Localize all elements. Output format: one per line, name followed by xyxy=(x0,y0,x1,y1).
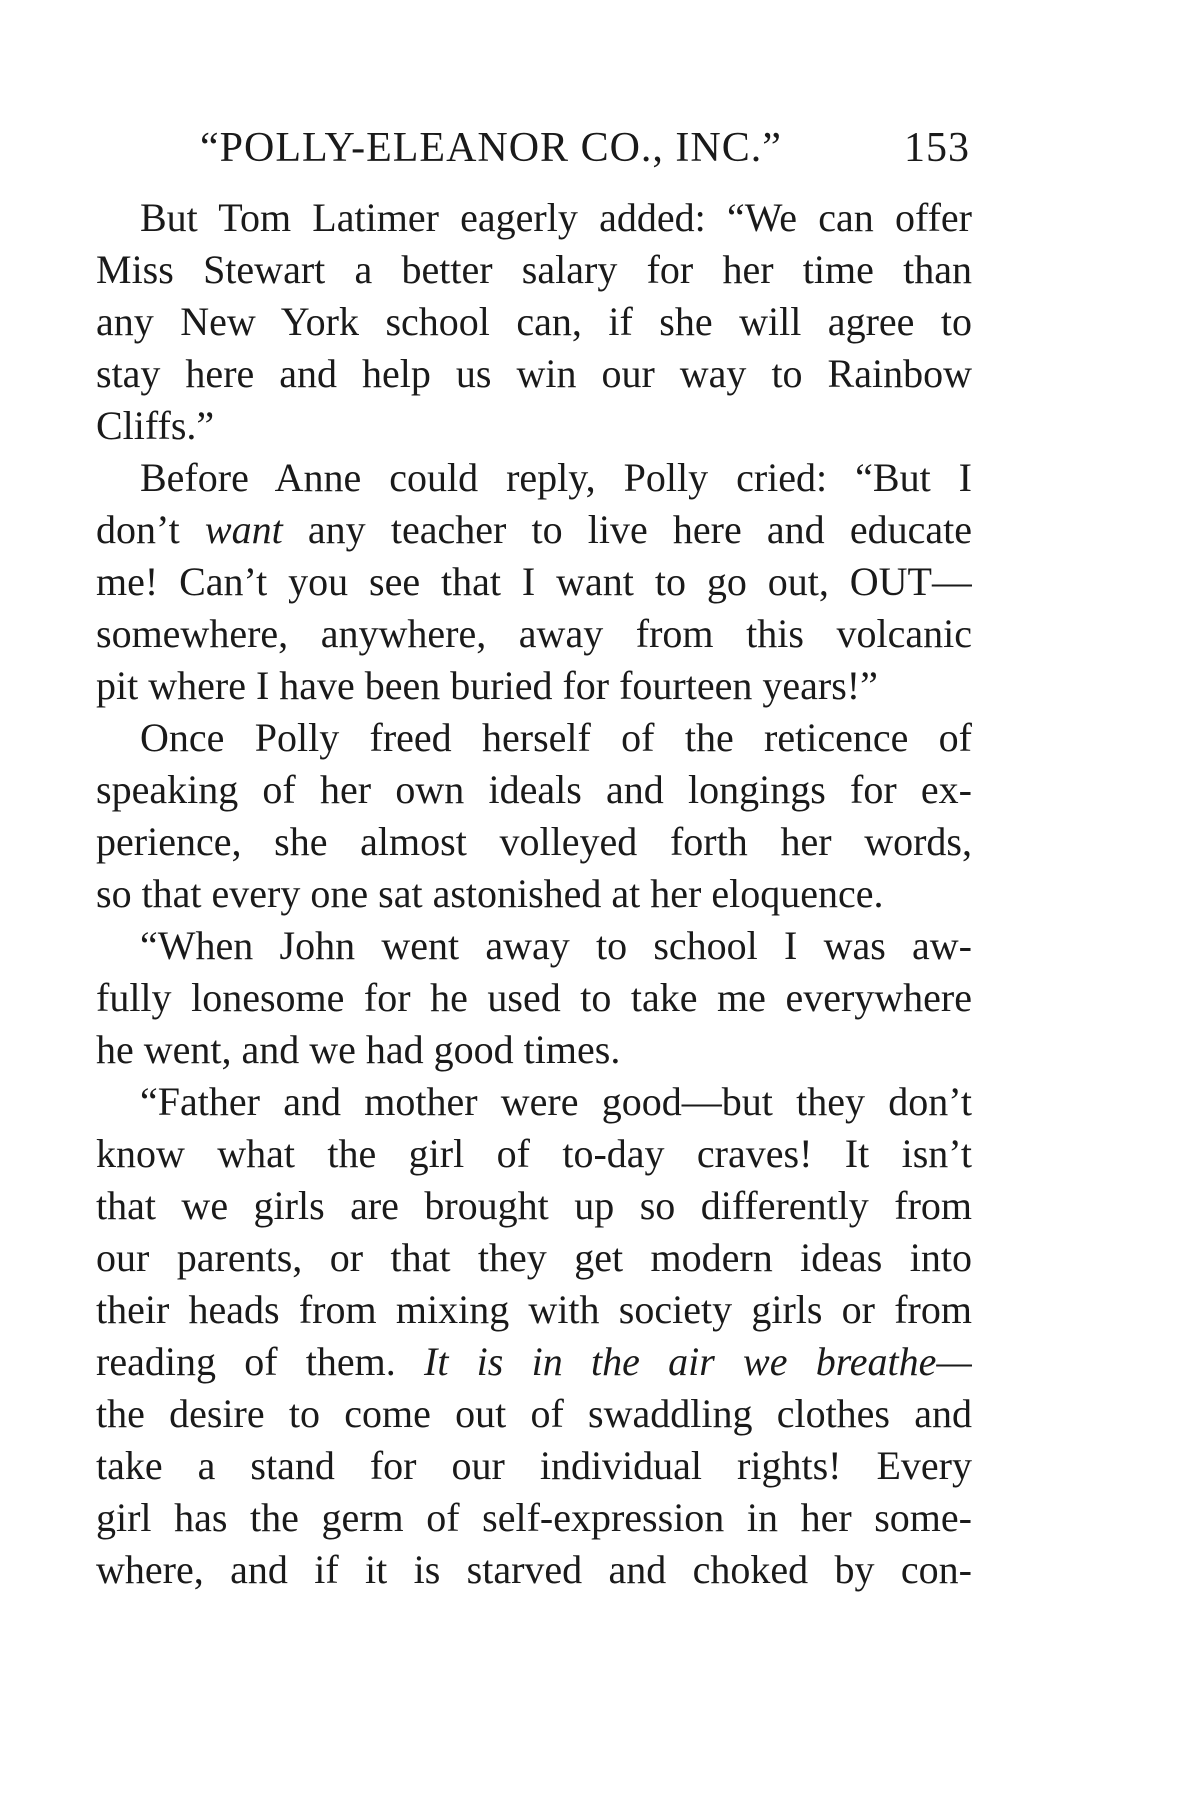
text-segment: “Father and mother were good—but they don’t xyxy=(140,1079,972,1124)
text-segment: any New York school can, if she will agree to xyxy=(96,299,972,344)
text-segment: Once Polly freed herself of the reticence of xyxy=(140,715,972,760)
text-segment: Miss Stewart a better salary for her time than xyxy=(96,247,972,292)
chapter-title: “POLLY-ELEANOR CO., INC.” xyxy=(200,125,782,171)
italic-text: want xyxy=(204,507,283,552)
text-segment: he went, and we had good times. xyxy=(96,1027,621,1072)
text-segment: pit where I have been buried for fourteen years!” xyxy=(96,663,878,708)
text-line xyxy=(96,1440,972,1492)
text-segment: Before Anne could reply, Polly cried: “But I xyxy=(140,455,972,500)
text-line xyxy=(96,244,972,296)
text-segment: reading of them. xyxy=(96,1339,424,1384)
text-line xyxy=(96,1336,972,1388)
text-segment: somewhere, anywhere, away from this volcanic xyxy=(96,611,972,656)
text-segment: so that every one sat astonished at her eloquence. xyxy=(96,871,884,916)
text-segment: me! Can’t you see that I want to go out, OUT— xyxy=(96,559,972,604)
text-segment: take a stand for our individual rights! Every xyxy=(96,1443,972,1488)
text-line xyxy=(96,972,972,1024)
text-segment: that we girls are brought up so differently from xyxy=(96,1183,972,1228)
text-segment: don’t xyxy=(96,507,205,552)
text-segment: speaking of her own ideals and longings for ex- xyxy=(96,767,972,812)
text-line xyxy=(96,556,972,608)
text-segment: where, and if it is starved and choked by con- xyxy=(96,1547,972,1592)
text-segment: fully lonesome for he used to take me everywhere xyxy=(96,975,972,1020)
text-segment: stay here and help us win our way to Rainbow xyxy=(96,351,972,396)
text-line xyxy=(96,348,972,400)
text-line xyxy=(96,1076,972,1128)
text-line xyxy=(96,504,972,556)
text-line xyxy=(96,1284,972,1336)
text-line xyxy=(96,764,972,816)
text-segment: Cliffs.” xyxy=(96,403,215,448)
text-line xyxy=(96,608,972,660)
text-segment: But Tom Latimer eagerly added: “We can offer xyxy=(140,195,972,240)
text-line xyxy=(96,712,972,764)
text-line xyxy=(96,296,972,348)
text-line xyxy=(96,1492,972,1544)
text-line xyxy=(96,452,972,504)
text-line xyxy=(96,920,972,972)
text-segment: our parents, or that they get modern ideas into xyxy=(96,1235,972,1280)
running-head xyxy=(200,118,970,178)
text-segment: the desire to come out of swaddling clothes and xyxy=(96,1391,972,1436)
text-line xyxy=(96,816,972,868)
text-segment: perience, she almost volleyed forth her words, xyxy=(96,819,972,864)
italic-text: It is in the air we breathe— xyxy=(424,1339,972,1384)
text-segment: girl has the germ of self-expression in her some- xyxy=(96,1495,972,1540)
body-text xyxy=(96,192,972,1596)
text-line xyxy=(96,400,972,452)
text-segment: know what the girl of to-day craves! It isn’t xyxy=(96,1131,972,1176)
text-segment: their heads from mixing with society girls or from xyxy=(96,1287,972,1332)
text-line xyxy=(96,1128,972,1180)
text-line xyxy=(96,1180,972,1232)
text-line xyxy=(96,192,972,244)
text-line xyxy=(96,1544,972,1596)
text-line xyxy=(96,868,972,920)
text-segment: “When John went away to school I was aw- xyxy=(140,923,972,968)
text-line xyxy=(96,1388,972,1440)
text-segment: any teacher to live here and educate xyxy=(282,507,972,552)
page-number: 153 xyxy=(904,125,970,171)
text-line xyxy=(96,1024,972,1076)
text-line xyxy=(96,660,972,712)
text-line xyxy=(96,1232,972,1284)
